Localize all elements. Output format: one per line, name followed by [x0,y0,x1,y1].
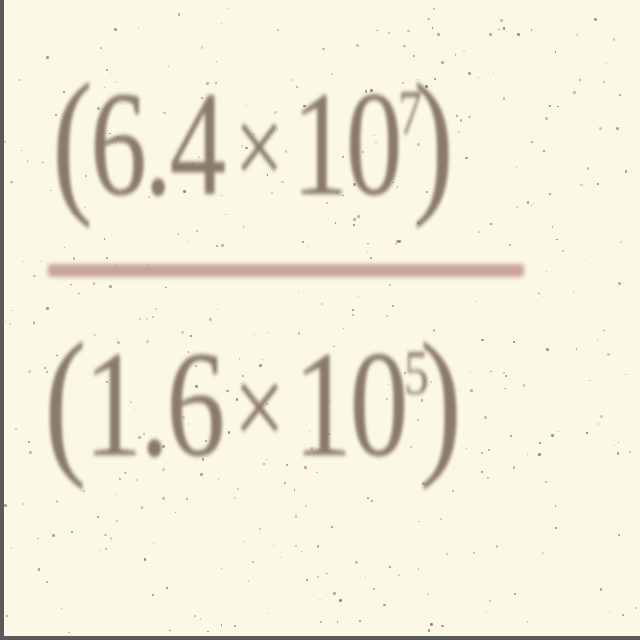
paper-speck [398,574,400,576]
paper-speck [513,466,516,469]
paper-speck [489,600,491,602]
paper-speck [473,552,475,554]
paper-speck [4,141,6,143]
paper-speck [527,201,529,203]
paper-speck [427,18,430,21]
paper-speck [527,454,528,455]
paper-speck [221,568,222,569]
paper-speck [629,235,630,236]
paper-speck [594,18,597,21]
paper-speck [104,238,105,239]
paper-speck [322,48,325,51]
paper-speck [603,330,604,331]
paper-speck [517,33,520,36]
paper-speck [584,260,585,261]
paper-speck [629,451,631,453]
paper-speck [486,612,488,614]
numerator-base: 10 [291,61,400,227]
paper-speck [305,505,307,507]
paper-speck [186,498,188,500]
paper-speck [490,371,492,373]
paper-speck [365,577,366,578]
paper-speck [46,581,48,583]
paper-speck [603,81,605,83]
paper-speck [475,301,476,302]
paper-speck [200,618,202,620]
paper-speck [617,452,620,455]
paper-speck [407,30,410,33]
paper-speck [298,291,300,293]
paper-speck [228,8,229,9]
paper-speck [388,32,390,34]
paper-speck [367,497,369,499]
paper-speck [430,623,432,625]
paper-speck [294,489,296,491]
paper-speck [295,515,297,517]
paper-speck [21,150,22,151]
paper-speck [533,203,534,204]
paper-speck [398,240,401,243]
paper-speck [618,534,620,536]
paper-speck [221,624,223,626]
paper-speck [221,23,222,24]
paper-speck [527,621,529,623]
paper-speck [268,613,269,614]
denominator-exponent: 5 [403,337,426,409]
paper-speck [153,543,154,544]
paper-speck [510,435,512,437]
paper-speck [549,105,552,108]
paper-speck [6,615,8,617]
paper-speck [248,580,249,581]
paper-speck [373,588,375,590]
paper-speck [234,497,236,499]
paper-speck [306,579,308,581]
paper-speck [481,452,483,454]
paper-speck [284,482,286,484]
paper-speck [573,91,576,94]
paper-speck [317,576,319,578]
paper-speck [9,323,12,326]
paper-speck [331,526,333,528]
paper-speck [125,311,126,312]
paper-speck [100,47,102,49]
paper-speck [555,527,557,529]
paper-speck [433,8,435,10]
paper-speck [333,592,336,595]
paper-speck [138,28,139,29]
paper-speck [599,127,602,130]
paper-speck [141,506,144,509]
paper-speck [531,29,532,30]
paper-speck [320,621,322,623]
paper-speck [503,372,505,374]
paper-speck [589,380,591,382]
paper-speck [5,321,6,322]
paper-speck [33,321,35,323]
paper-speck [4,504,7,507]
paper-speck [389,566,391,568]
paper-speck [545,481,546,482]
paper-speck [597,340,598,341]
paper-speck [513,341,515,343]
paper-speck [465,157,468,160]
paper-speck [97,516,99,518]
paper-speck [468,116,471,119]
paper-speck [352,309,354,311]
paper-speck [105,548,107,550]
paper-speck [455,54,457,56]
paper-speck [386,315,388,317]
paper-speck [441,625,443,627]
paper-speck [104,534,107,537]
paper-speck [484,416,487,419]
paper-speck [356,44,359,47]
paper-speck [598,423,600,425]
paper-speck [579,79,581,81]
paper-speck [487,477,489,479]
paper-speck [395,243,398,246]
paper-speck [243,226,244,227]
paper-speck [33,275,35,277]
paper-speck [196,230,198,232]
paper-speck [609,611,611,613]
paper-speck [216,245,219,248]
denominator-coefficient: 1.6 [83,320,223,488]
paper-speck [558,431,559,432]
denominator-base: 10 [293,320,406,488]
paper-speck [61,608,62,609]
paper-speck [606,63,607,64]
paper-speck [221,244,224,247]
paper-speck [116,520,118,522]
paper-speck [539,442,541,444]
paper-speck [383,604,385,606]
paper-speck [470,389,473,392]
paper-speck [37,538,39,540]
paper-speck [308,246,309,247]
paper-speck [389,284,391,286]
paper-speck [557,106,559,108]
paper-speck [23,261,24,262]
numerator-times-sign: × [233,83,282,212]
paper-speck [587,167,590,170]
paper-speck [562,250,565,253]
paper-speck [504,388,505,389]
fraction-bar [48,264,524,277]
paper-speck [440,518,442,520]
paper-speck [613,38,616,41]
paper-speck [370,257,372,259]
paper-speck [549,193,551,195]
paper-speck [622,614,624,616]
paper-speck [614,445,615,446]
paper-speck [461,233,463,235]
paper-speck [11,547,12,548]
paper-speck [418,521,419,522]
paper-speck [556,239,557,240]
paper-speck [217,309,218,310]
paper-speck [237,488,239,490]
paper-speck [586,432,588,434]
paper-speck [194,615,196,617]
paper-speck [466,448,467,449]
paper-speck [545,117,548,120]
paper-speck [106,257,108,259]
paper-speck [302,241,304,243]
paper-speck [321,303,324,306]
paper-speck [516,166,518,168]
paper-speck [505,375,507,377]
paper-speck [551,434,553,436]
paper-speck [68,632,69,633]
paper-speck [625,170,627,172]
paper-speck [367,251,368,252]
paper-speck [277,29,279,31]
numerator-exponent: 7 [398,78,420,149]
paper-speck [620,241,622,243]
paper-speck [428,629,431,632]
paper-speck [490,223,491,224]
paper-speck [29,451,32,454]
paper-speck [144,558,147,561]
paper-speck [403,45,406,48]
paper-speck [337,621,339,623]
paper-speck [166,587,168,589]
paper-speck [539,293,541,295]
paper-speck [46,56,49,59]
paper-speck [576,348,578,350]
paper-speck [392,305,395,308]
denominator-close-paren: ) [419,309,460,491]
paper-speck [523,384,525,386]
paper-speck [259,528,261,530]
paper-speck [473,318,474,319]
paper-speck [503,97,506,100]
paper-speck [456,115,459,118]
numerator-coefficient: 6.4 [89,61,224,227]
paper-speck [100,550,101,551]
paper-speck [295,545,297,547]
paper-speck [597,183,599,185]
paper-speck [376,30,378,32]
paper-speck [481,471,483,473]
denominator-times-sign: × [233,341,283,473]
paper-speck [93,282,96,285]
paper-speck [516,206,518,208]
paper-speck [500,19,503,22]
paper-speck [165,287,167,289]
paper-speck [273,545,274,546]
paper-speck [543,150,545,152]
paper-speck [635,607,638,610]
paper-speck [432,27,433,28]
paper-speck [555,51,556,52]
paper-speck [489,33,492,36]
paper-speck [514,593,516,595]
paper-speck [458,131,460,133]
paper-speck [42,162,44,164]
numerator-close-paren: ) [412,51,451,230]
paper-speck [546,348,549,351]
paper-speck [531,141,533,143]
paper-speck [169,630,170,631]
paper-speck [418,568,420,570]
paper-speck [70,284,72,286]
paper-speck [576,34,578,36]
paper-speck [64,247,65,248]
paper-speck [468,72,471,75]
paper-speck [234,625,236,627]
paper-speck [509,244,512,247]
paper-speck [555,505,556,506]
fraction-numerator [52,51,451,230]
paper-speck [319,599,321,601]
paper-speck [15,428,17,430]
paper-speck [28,441,30,443]
paper-speck [110,537,113,540]
paper-speck [73,257,76,260]
paper-speck [284,254,285,255]
paper-speck [371,500,373,502]
paper-speck [352,314,354,316]
paper-speck [41,261,42,262]
paper-speck [542,552,544,554]
paper-speck [619,94,621,96]
paper-speck [78,293,80,295]
paper-speck [493,72,494,73]
paper-speck [22,503,24,505]
paper-speck [427,593,429,595]
fraction-denominator [44,309,460,491]
paper-speck [11,310,13,312]
paper-speck [301,551,302,552]
paper-speck [600,415,603,418]
paper-speck [252,561,254,563]
paper-speck [607,353,610,356]
paper-speck [359,620,361,622]
paper-speck [552,226,553,227]
paper-speck [175,512,176,513]
paper-speck [243,541,244,542]
paper-speck [355,561,357,563]
paper-speck [496,545,499,548]
paper-speck [498,29,500,31]
paper-speck [187,241,188,242]
paper-speck [109,285,112,288]
paper-speck [573,291,574,292]
paper-speck [478,231,480,233]
paper-speck [446,553,449,556]
paper-speck [481,339,484,342]
paper-speck [115,494,116,495]
paper-speck [178,13,181,16]
paper-speck [600,588,602,590]
paper-speck [367,243,368,244]
paper-speck [538,453,540,455]
denominator-open-paren: ( [44,309,84,491]
paper-speck [546,271,547,272]
paper-speck [580,184,582,186]
paper-speck [155,308,157,310]
paper-speck [98,554,99,555]
paper-speck [56,500,58,502]
paper-speck [19,79,21,81]
paper-speck [488,449,490,451]
paper-speck [531,205,532,206]
paper-speck [152,594,154,596]
paper-speck [38,568,40,570]
paper-speck [52,534,55,537]
paper-speck [30,588,31,589]
paper-speck [207,631,209,633]
paper-speck [317,545,319,547]
paper-background [4,0,640,636]
paper-speck [71,531,73,533]
paper-speck [460,119,463,122]
paper-speck [326,573,327,574]
paper-speck [28,370,30,372]
numerator-open-paren: ( [52,51,90,230]
paper-speck [503,27,506,30]
paper-speck [358,296,360,298]
paper-speck [339,599,342,602]
paper-speck [618,282,620,284]
paper-speck [618,442,619,443]
paper-speck [201,46,204,49]
paper-speck [437,33,440,36]
paper-speck [470,372,471,373]
paper-speck [625,374,626,375]
paper-speck [10,181,13,184]
paper-speck [114,28,117,31]
paper-speck [27,160,28,161]
paper-speck [178,233,179,234]
paper-speck [280,557,281,558]
paper-speck [478,77,479,78]
paper-speck [543,296,545,298]
paper-speck [162,497,164,499]
paper-speck [463,50,465,52]
paper-speck [616,127,619,130]
